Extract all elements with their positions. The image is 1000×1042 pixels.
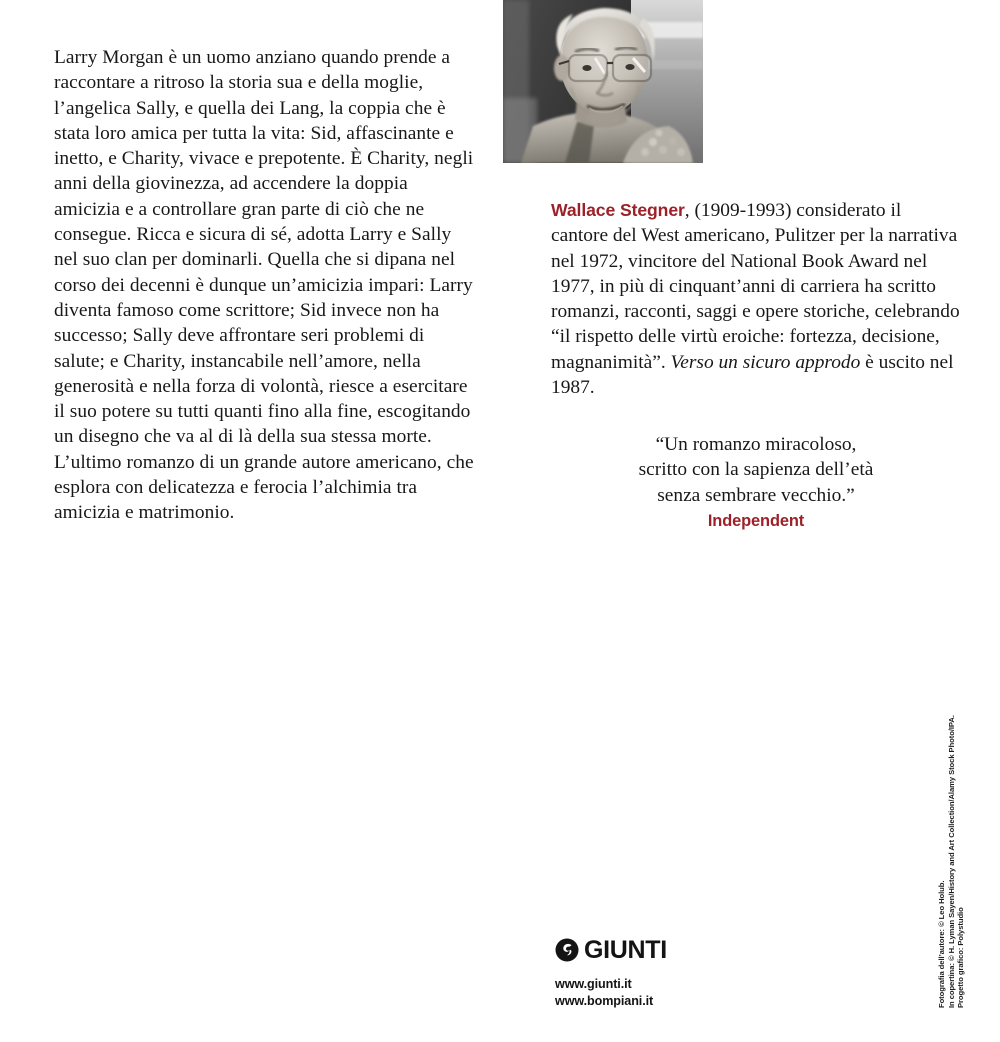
blurb-text: Larry Morgan è un uomo anziano quando prende a raccontare a ritroso la storia sua e della moglie, l’angelica Sally, e quella dei Lang, la coppia che è stata loro amica per tutta la vita: Sid, affascinante e inetto, e Charity, vivace e prepotente. È Charity, negli anni della giovinezza, ad accendere la doppia amicizia e a controllare gran parte di ciò che ne consegue. Ricca e sicura di sé, adotta Larry e Sally nel suo clan per dominarli. Quella che si dipana nel corso dei decenni è dunque un’amicizia impari: Larry diventa famoso come scrittore; Sid invece non ha successo; Sally deve affrontare seri problemi di salute; e Charity, instancabile nell’amore, nella generosità e nella forza di volontà, riesce a esercitare il suo potere su tutti quanti fino alla fine, escogitando un disegno che va al di là della sua stessa morte. L’ultimo romanzo di un grande autore americano, che esplora con delicatezza e ferocia l’alchimia tra amicizia e matrimonio. [54, 47, 474, 524]
press-quote [596, 432, 916, 534]
publisher-name: GIUNTI [584, 935, 667, 964]
giunti-g-icon [555, 938, 579, 962]
author-bio-part2: è uscito nel 1987. [551, 351, 954, 399]
author-bio-part1: , (1909-1993) considerato il cantore del West americano, Pulitzer per la narrativa nel 1972, vincitore del National Book Award nel 1977, in più di cinquant’anni di carriera ha scritto romanzi, racconti, saggi e opere storiche, celebrando “il rispetto delle virtù eroiche: fortezza, decisione, magnanimità”. [551, 200, 960, 373]
credit-line-photo: Fotografia dell’autore: © Leo Holub. [937, 880, 946, 1008]
url-bompiani[interactable]: www.bompiani.it [555, 994, 654, 1008]
author-portrait-photo [503, 0, 703, 163]
author-bio-paragraph [551, 198, 963, 400]
publisher-block [555, 936, 667, 1010]
publisher-logo [555, 936, 667, 964]
author-portrait-illustration [503, 0, 703, 163]
image-credits [937, 708, 966, 1008]
quote-line-1: “Un romanzo miracoloso, [655, 434, 857, 455]
author-bio [551, 198, 963, 400]
quote-source: Independent [707, 511, 805, 530]
credit-line-cover: In copertina: © H. Lyman Sayen/History and Art Collection/Alamy Stock Photo/IPA. [946, 715, 956, 1008]
author-name: Wallace Stegner [551, 200, 685, 220]
quote-line-3: senza sembrare vecchio.” [657, 484, 855, 506]
work-title: Verso un sicuro approdo [670, 351, 861, 373]
credit-line-design: Progetto grafico: Polystudio [956, 907, 966, 1008]
book-blurb [54, 45, 474, 526]
publisher-urls [555, 976, 667, 1010]
url-giunti[interactable]: www.giunti.it [555, 977, 632, 991]
quote-line-2: scritto con la sapienza dell’età [638, 459, 874, 481]
